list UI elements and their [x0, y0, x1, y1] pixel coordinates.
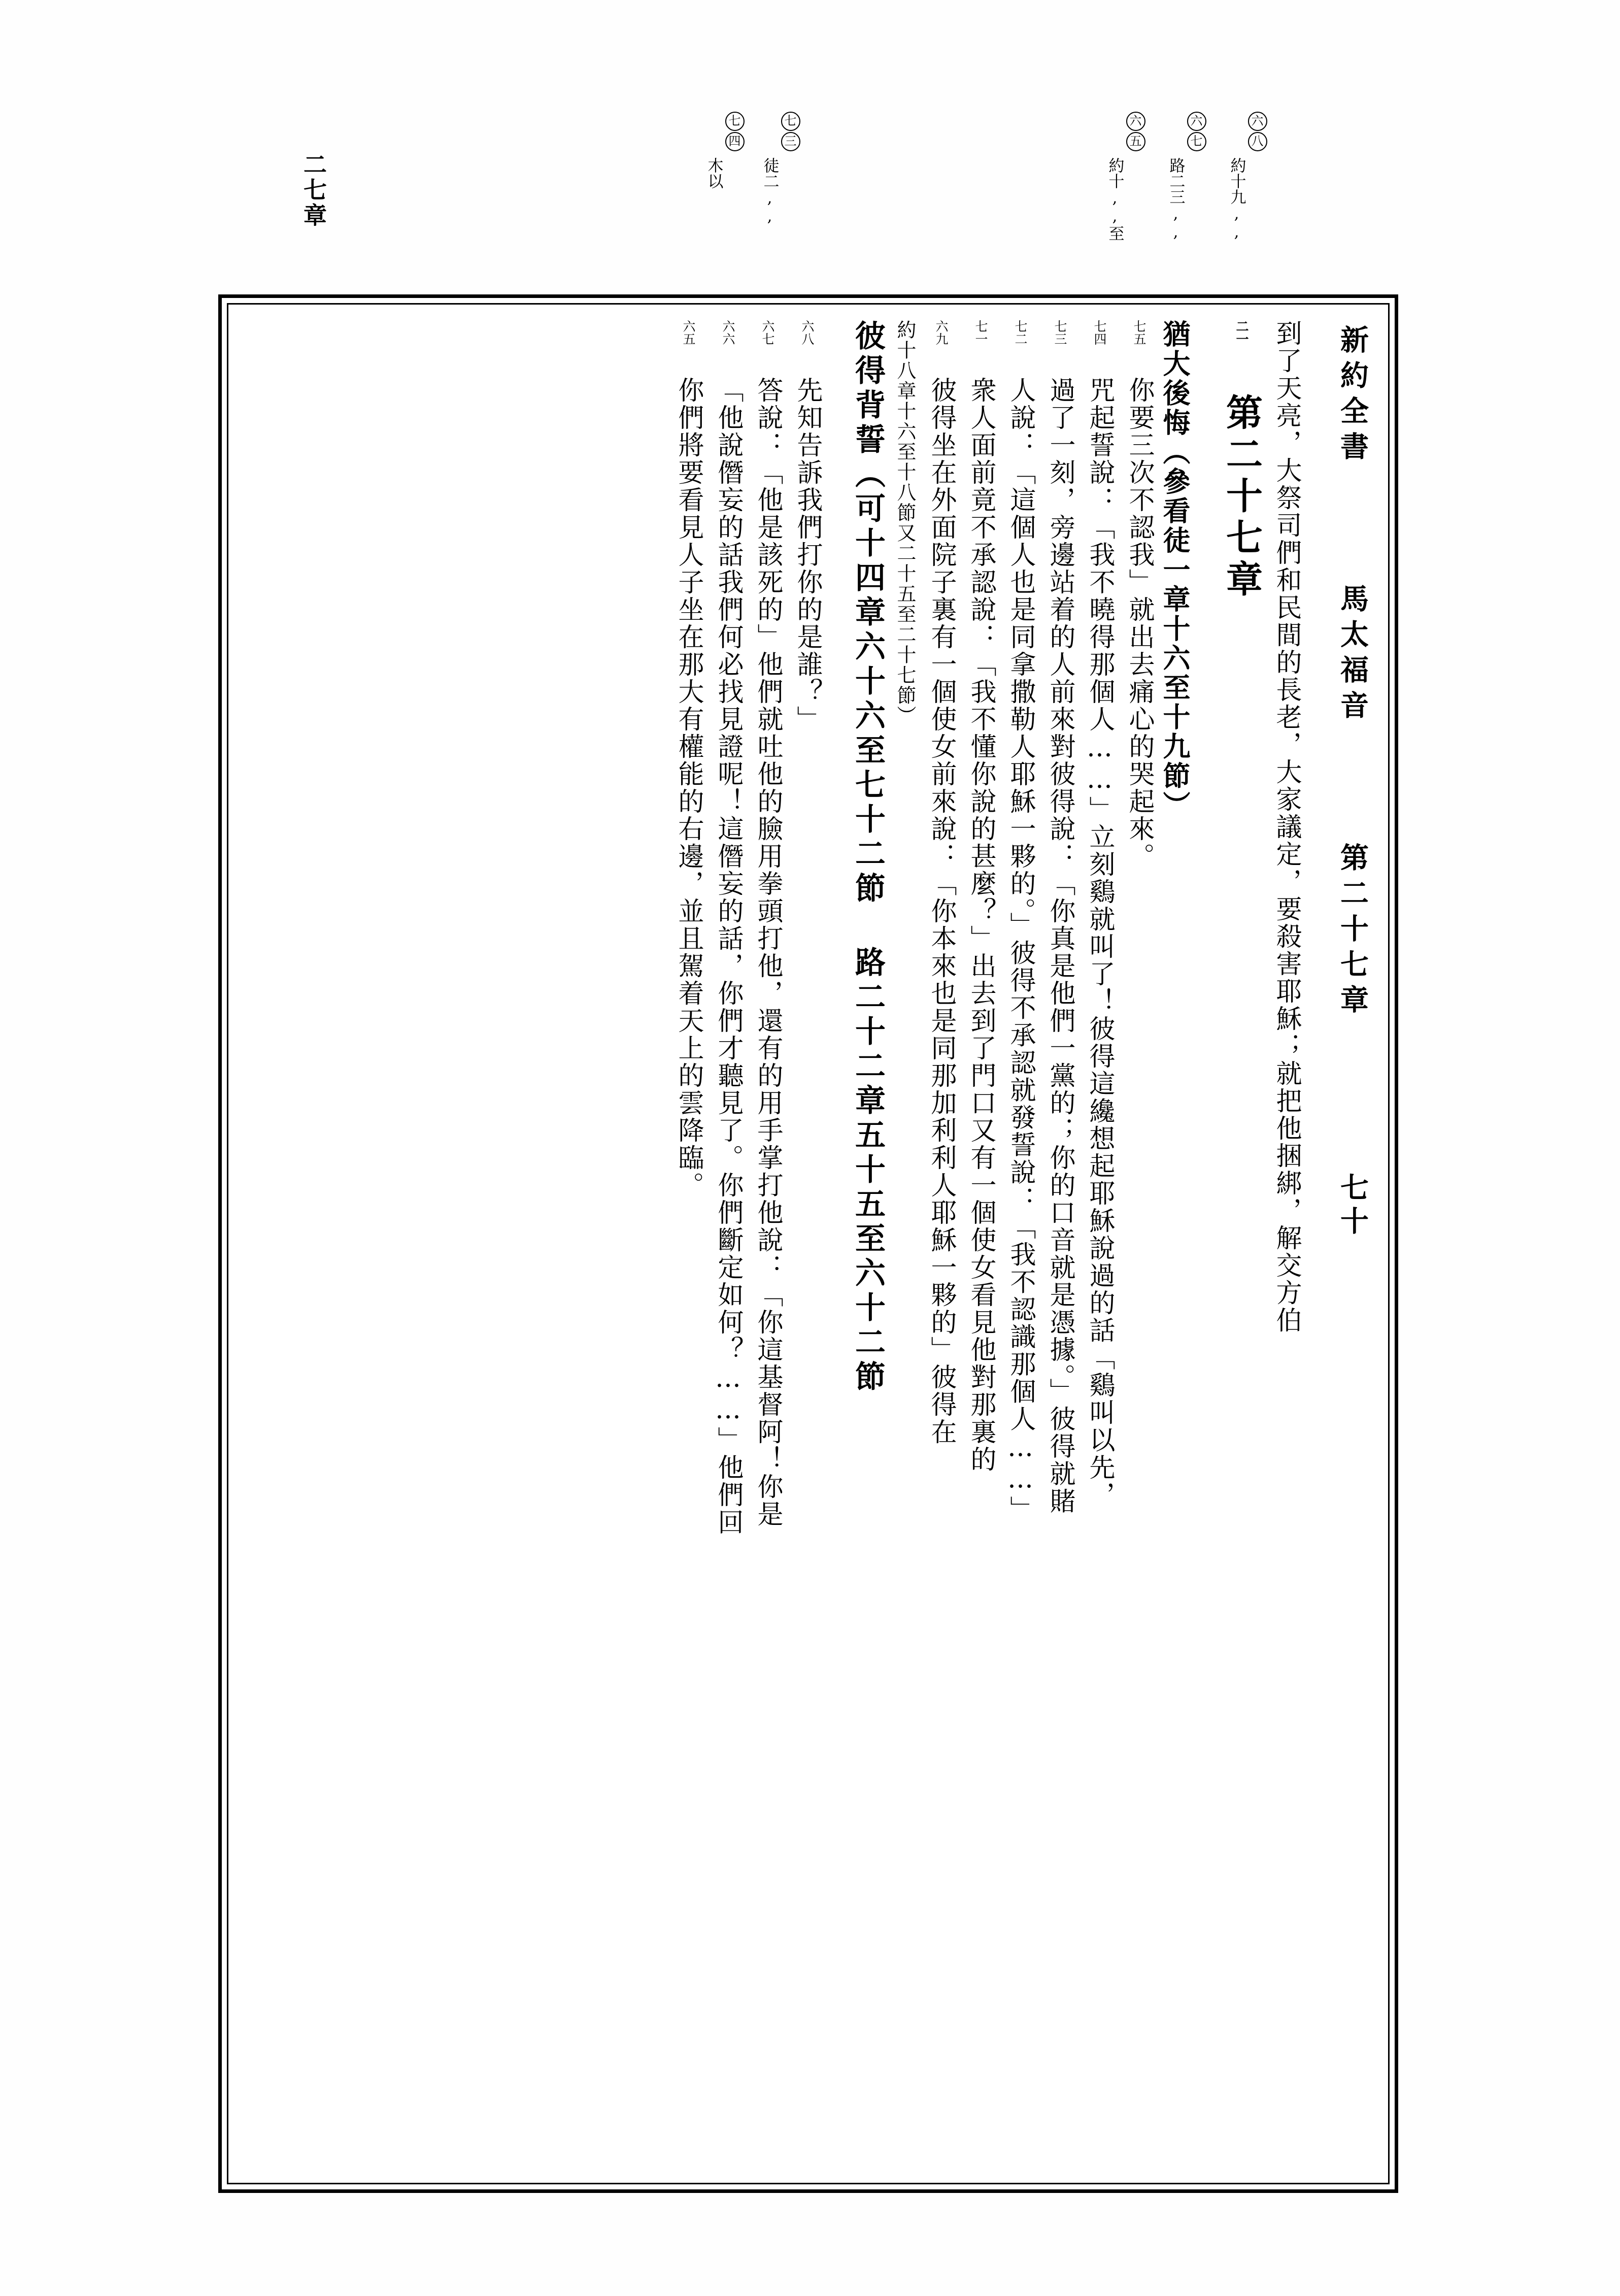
verse-number: 七一	[973, 320, 988, 345]
verse-number: 七二	[1013, 320, 1028, 345]
verse-text: 你們將要看見人子坐在那大有權能的右邊，並且駕着天上的雲降臨。	[673, 377, 703, 1199]
verse-text: 過了一刻，旁邊站着的人前來對彼得說：「你真是他們一黨的；你的口音就是憑據。」彼得就賭	[1045, 377, 1075, 1515]
text-column	[954, 320, 994, 2168]
verse-number: 六九	[934, 320, 949, 345]
verse-number: 七四	[1092, 320, 1107, 345]
section-heading-text: 彼得背誓（可十四章六十六至七十二節 路二十二章五十五至六十二節	[850, 320, 886, 1395]
verse-text: 彼得坐在外面院子裏有一個使女前來說：「你本來也是同那加利利人耶穌一夥的」彼得在	[926, 377, 956, 1446]
text-column	[1073, 320, 1115, 2168]
section-reference-text: 約十八章十六至十八節又二十五至二十七節）	[894, 320, 916, 726]
gospel-title: 馬太福音	[1336, 584, 1369, 726]
verse-text: 你要三次不認我」就出去痛心的哭起來。	[1124, 377, 1154, 870]
verse-columns	[662, 320, 1299, 2170]
verse-circle-74: 七 四	[725, 112, 745, 189]
page-number: 七十	[1336, 1173, 1369, 1240]
verse-text: 「他說僭妄的話我們何必找見證呢！這僭妄的話，你們才聽見了。你們斷定如何？……」他們回	[713, 377, 743, 1536]
column-gap	[820, 320, 843, 2168]
chapter-title	[1209, 320, 1263, 2168]
text-frame	[218, 294, 1398, 2193]
margin-note-65-text: 約十,,至	[1105, 157, 1124, 241]
verse-circle-67: 六 七	[1187, 112, 1206, 241]
margin-notes	[0, 102, 1620, 315]
text-column	[915, 320, 954, 2168]
verse-text: 答說：「他是該死的」他們就吐他的臉用拳頭打他，還有的用手掌打他說：「你這基督阿！你是	[753, 377, 783, 1528]
verse-text: 先知告訴我們打你的是誰？」	[792, 377, 822, 733]
margin-note-67	[1167, 112, 1206, 241]
text-column	[1033, 320, 1073, 2168]
verse-circle-68: 六 八	[1248, 112, 1267, 241]
verse-circle-65: 六 五	[1126, 112, 1145, 241]
column-gap	[1189, 320, 1209, 2168]
margin-note-74-text: 木以	[704, 157, 723, 189]
verse-text: 衆人面前竟不承認說：「我不懂你說的甚麼？」出去到了門口又有一個使女看見他對那裏的	[966, 377, 996, 1473]
verse-number: 七五	[1132, 320, 1146, 345]
text-column	[1112, 320, 1152, 2168]
text-column	[701, 320, 741, 2168]
verse-text: 咒起誓說：「我不曉得那個人……」立刻鷄就叫了！彼得這纔想起耶穌說過的話「鷄叫以先，	[1085, 377, 1115, 1509]
text-column	[1260, 320, 1299, 2168]
text-column	[994, 320, 1033, 2168]
text-column	[662, 320, 701, 2168]
verse-text: 到了天亮，大祭司們和民間的長老，大家議定，要殺害耶穌；就把他捆綁，解交方伯	[1271, 320, 1301, 1334]
text-column	[741, 320, 781, 2168]
section-heading-text: 猶大後悔（參看徒一章十六至十九節）	[1159, 320, 1191, 820]
chapter-title-text: 第二十七章	[1220, 393, 1263, 602]
page-header	[1332, 325, 1373, 2162]
margin-note-68b	[761, 112, 800, 225]
book-title: 新約全書	[1336, 325, 1369, 467]
verse-number: 六六	[721, 320, 735, 345]
margin-note-68	[1228, 112, 1267, 241]
verse-number: 六八	[800, 320, 815, 345]
section-reference	[883, 320, 915, 2168]
text-frame-inner	[227, 303, 1390, 2184]
margin-note-65	[1106, 112, 1145, 241]
section-heading-judas	[1152, 320, 1189, 2168]
verse-text: 人說：「這個人也是同拿撒勒人耶穌一夥的。」彼得不承認就發誓說：「我不認識那個人……」	[1005, 377, 1035, 1523]
text-column	[781, 320, 820, 2168]
verse-number: 六七	[760, 320, 775, 345]
margin-note-67-text: 路二三,,	[1166, 157, 1185, 241]
section-heading-peter	[843, 320, 886, 2168]
verse-circle-68b: 七 三	[781, 112, 800, 225]
chapter-header: 第二十七章	[1336, 843, 1369, 1020]
verse-number: 六五	[681, 320, 696, 345]
chapter-side-label: 二七章	[300, 152, 327, 228]
margin-note-74	[705, 112, 745, 189]
margin-note-68-text: 約十九,,	[1227, 157, 1246, 241]
verse-number: 二一	[1234, 320, 1249, 345]
verse-number: 七三	[1053, 320, 1067, 345]
margin-note-68b-text: 徒二,,	[760, 157, 779, 225]
